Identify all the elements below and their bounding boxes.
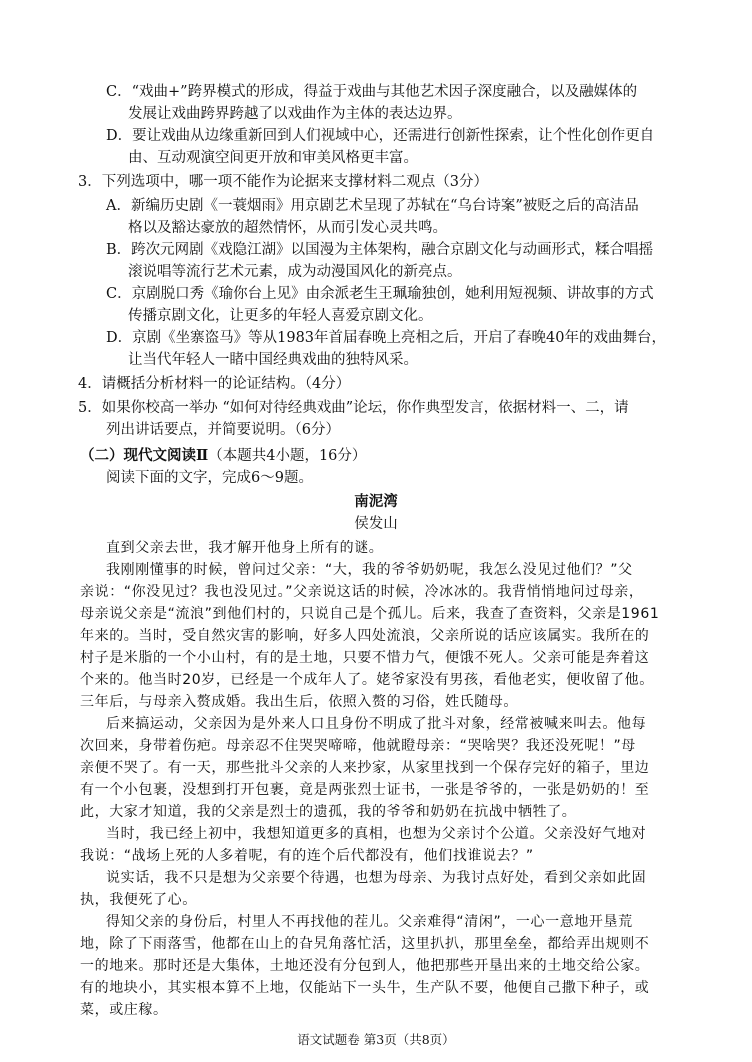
story-line: 村子是米脂的一个小山村，有的是土地，只要不惜力气，便饿不死人。父亲可能是奔着这	[80, 650, 650, 666]
story-line: 亲便不哭了。有一天，那些批斗父亲的人来抄家，从家里找到一个保存完好的箱子，里边	[80, 760, 650, 776]
story-line: 说实话，我不只是想为父亲要个待遇，也想为母亲、为我讨点好处，看到父亲如此固	[106, 870, 647, 886]
q2-option-d-line2: 由、互动观演空间更开放和审美风格更丰富。	[128, 150, 418, 166]
q3-stem: 3．下列选项中，哪一项不能作为论据来支撑材料二观点（3分）	[78, 174, 488, 190]
story-line: 个来的。他当时20岁，已经是一个成年人了。姥爷家没有男孩，看他老实，便收留了他。	[80, 672, 654, 688]
story-line: 此，大家才知道，我的父亲是烈士的遗孤，我的爷爷和奶奶在抗战中牺牲了。	[80, 804, 577, 820]
q3-option-b-line1: B．跨次元网剧《戏隐江湖》以国漫为主体架构，融合京剧文化与动画形式，糅合唱摇	[106, 242, 654, 258]
q3-option-a-line2: 格以及豁达豪放的超然情怀，从而引发心灵共鸣。	[128, 220, 447, 236]
q2-option-c-line1: C．“戏曲+”跨界模式的形成，得益于戏曲与其他艺术因子深度融合，以及融媒体的	[106, 84, 638, 100]
story-line: 当时，我已经上初中，我想知道更多的真相，也想为父亲讨个公道。父亲没好气地对	[106, 826, 647, 842]
story-line: 地，除了下雨落雪，他都在山上的旮旯角落忙活，这里扒扒，那里垒垒，都给弄出规则不	[80, 936, 650, 952]
q3-option-c-line1: C．京剧脱口秀《瑜你台上见》由余派老生王珮瑜独创，她利用短视频、讲故事的方式	[106, 286, 654, 302]
story-line: 母亲说父亲是“流浪”到他们村的，只说自己是个孤儿。后来，我查了查资料，父亲是1961	[80, 606, 660, 622]
q3-option-d-line1: D．京剧《坐寨盗马》等从1983年首届春晚上亮相之后，开启了春晚40年的戏曲舞台，	[106, 330, 666, 346]
q5-stem-line1: 5．如果你校高一举办 “如何对待经典戏曲”论坛，你作典型发言，依据材料一、二，请	[78, 400, 629, 416]
section-meta: （本题共4小题，16分）	[208, 448, 367, 464]
story-line: 有一个小包裹，没想到打开包裹，竟是两张烈士证书，一张是爷爷的，一张是奶奶的！至	[80, 782, 650, 798]
story-line: 我刚刚懂事的时候，曾问过父亲：“大，我的爷爷奶奶呢，我怎么没见过他们？”父	[106, 562, 633, 578]
q3-option-c-line2: 传播京剧文化，让更多的年轻人喜爱京剧文化。	[128, 308, 433, 324]
page-footer: 语文试题卷 第3页（共8页）	[297, 1032, 455, 1047]
section-heading	[80, 446, 366, 466]
q3-option-b-line2: 滚说唱等流行艺术元素，成为动漫国风化的新亮点。	[128, 264, 462, 280]
story-line: 执，我便死了心。	[80, 892, 197, 908]
q5-stem-line2: 列出讲话要点，并简要说明。（6分）	[106, 422, 340, 438]
q2-option-d-line1: D．要让戏曲从边缘重新回到人们视域中心，还需进行创新性探索，让个性化创作更自	[106, 128, 655, 144]
section-title: （二）现代文阅读Ⅱ	[80, 447, 209, 464]
q2-option-c-line2: 发展让戏曲跨界跨越了以戏曲作为主体的表达边界。	[128, 106, 462, 122]
story-line: 一的地来。那时还是大集体，土地还没有分包到人，他把那些开垦出来的土地交给公家。	[80, 958, 650, 974]
story-line: 三年后，与母亲入赘成婚。我出生后，依照入赘的习俗，姓氏随母。	[80, 694, 518, 710]
section-instruction: 阅读下面的文字，完成6～9题。	[106, 470, 313, 486]
story-line: 后来搞运动，父亲因为是外来人口且身份不明成了批斗对象，经常被喊来叫去。他每	[106, 716, 647, 732]
q3-option-a-line1: A．新编历史剧《一蓑烟雨》用京剧艺术呈现了苏轼在“乌台诗案”被贬之后的高洁品	[106, 198, 639, 214]
story-title: 南泥湾	[354, 493, 398, 510]
q4-stem: 4．请概括分析材料一的论证结构。（4分）	[78, 376, 351, 392]
story-line: 得知父亲的身份后，村里人不再找他的茬儿。父亲难得“清闲”，一心一意地开垦荒	[106, 914, 633, 930]
q3-option-d-line2: 让当代年轻人一睹中国经典戏曲的独特风采。	[128, 352, 418, 368]
story-line: 我说：“战场上死的人多着呢，有的连个后代都没有，他们找谁说去？”	[80, 848, 534, 864]
story-line: 次回来，身带着伤疤。母亲忍不住哭哭啼啼，他就瞪母亲：“哭啥哭？我还没死呢！”母	[80, 738, 636, 754]
story-line: 亲说：“你没见过？我也没见过。”父亲说这话的时候，冷冰冰的。我背悄悄地问过母亲，	[80, 584, 644, 600]
story-line: 菜，或庄稼。	[80, 1002, 168, 1018]
story-line: 直到父亲去世，我才解开他身上所有的谜。	[106, 540, 384, 556]
story-author: 侯发山	[354, 516, 398, 532]
story-line: 有的地块小，其实根本算不上地，仅能站下一头牛，生产队不要，他便自己撒下种子，或	[80, 980, 650, 996]
story-line: 年来的。当时，受自然灾害的影响，好多人四处流浪，父亲所说的话应该属实。我所在的	[80, 628, 650, 644]
